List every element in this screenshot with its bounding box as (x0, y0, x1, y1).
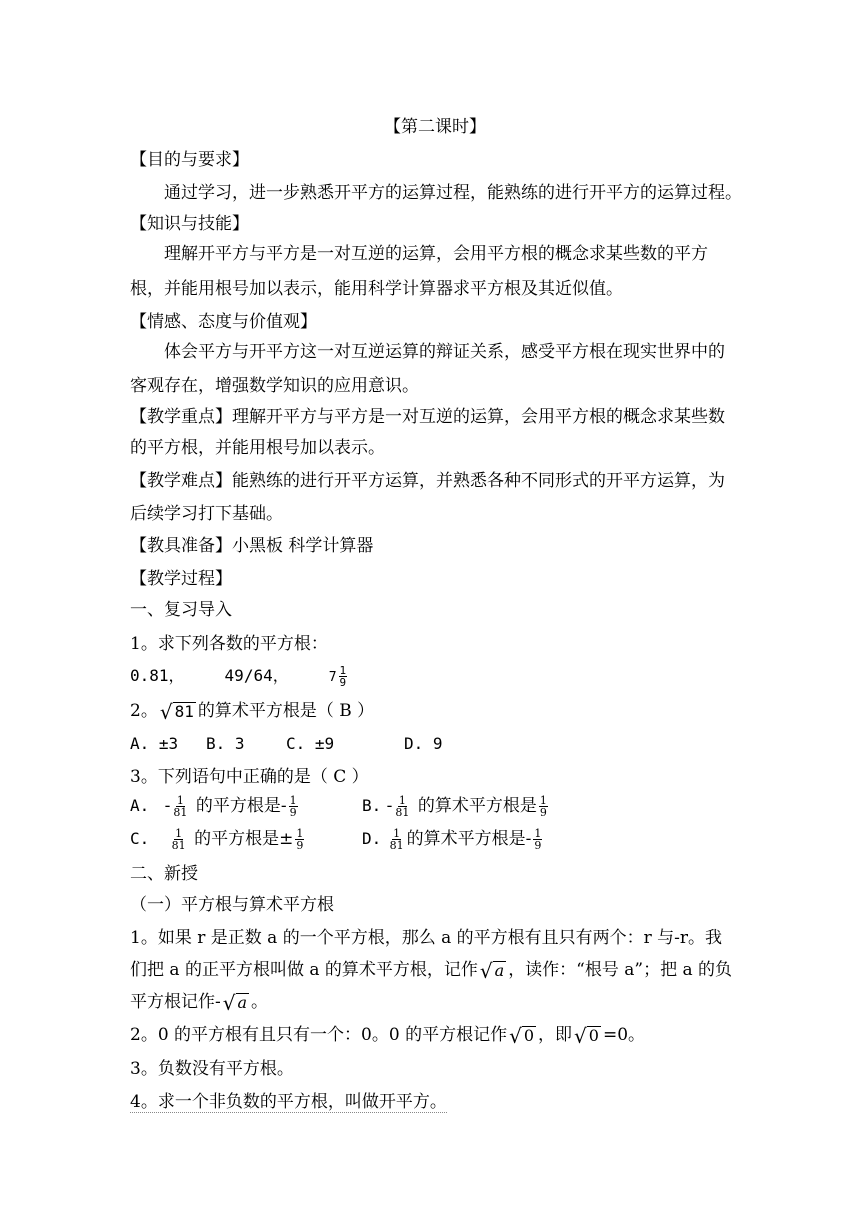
newlesson-p1-line-3: 平方根记作- √ a 。 (130, 990, 269, 1015)
emotion-line-2: 客观存在，增强数学知识的应用意识。 (130, 376, 419, 396)
value-0-81: 0.81， (130, 666, 185, 685)
option-a: A. ±3 (130, 734, 179, 753)
goal-heading: 【目的与要求】 (130, 150, 249, 170)
q3-option-b: B. - $\frac{1}{81}$ 的算术平方根是 $\frac{1}{9}$ (362, 794, 547, 819)
sqrt-81: √ 81 (159, 699, 194, 724)
emotion-heading: 【情感、态度与价值观】 (130, 312, 317, 332)
review-heading: 一、复习导入 (130, 600, 232, 620)
question-1-values (130, 665, 349, 689)
review-question-1: 1。求下列各数的平方根： (130, 634, 328, 654)
sqrt-0: √ 0 (509, 1023, 535, 1048)
q3-option-c: C. $\frac{1}{81}$ 的平方根是± $\frac{1}{9}$ (130, 827, 304, 852)
q3-option-a: A. - $\frac{1}{81}$ 的平方根是- $\frac{1}{9}$ (130, 794, 297, 819)
skills-heading: 【知识与技能】 (130, 214, 249, 234)
difficulty-line-1: 【教学难点】能熟练的进行开平方运算，并熟悉各种不同形式的开平方运算，为 (130, 471, 725, 491)
mixed-number-7-1-9: 7 $\frac{1}{9}$ (328, 664, 347, 689)
sqrt-a-negative: √ a (222, 990, 248, 1015)
q3-option-d: D. $\frac{1}{81}$ 的算术平方根是- $\frac{1}{9}$ (362, 827, 542, 852)
newlesson-p4: 4。求一个非负数的平方根，叫做开平方。 (130, 1092, 447, 1112)
newlesson-p1-line-2: 们把 a 的正平方根叫做 a 的算术平方根，记作 √ a ，读作：“根号 a”；把 a 的负 (130, 958, 733, 983)
keypoint-line-2: 的平方根，并能用根号加以表示。 (130, 438, 385, 458)
newlesson-p3: 3。负数没有平方根。 (130, 1059, 294, 1079)
keypoint-line-1: 【教学重点】理解开平方与平方是一对互逆的运算，会用平方根的概念求某些数 (130, 407, 725, 427)
skills-line-2: 根，并能用根号加以表示，能用科学计算器求平方根及其近似值。 (130, 279, 623, 299)
sqrt-a: √ a (479, 958, 505, 983)
sqrt-0-again: √ 0 (574, 1023, 599, 1048)
option-b: B. 3 (206, 734, 245, 753)
process-heading: 【教学过程】 (130, 569, 232, 589)
lesson-title: 【第二课时】 (384, 117, 486, 137)
newlesson-p2: 2。0 的平方根有且只有一个：0。0 的平方根记作 √ 0 ，即 √ 0 =0。 (130, 1023, 646, 1048)
value-49-64: 49/64， (224, 666, 289, 685)
option-d: D. 9 (404, 734, 443, 753)
review-question-3: 3。下列语句中正确的是（ C ） (130, 767, 369, 787)
emotion-line-1: 体会平方与开平方这一对互逆运算的辩证关系，感受平方根在现实世界中的 (164, 342, 725, 362)
newlesson-p1-line-1: 1。如果 r 是正数 a 的一个平方根，那么 a 的平方根有且只有两个：r 与-r。我 (130, 928, 723, 948)
newlesson-heading: 二、新授 (130, 864, 198, 884)
skills-line-1: 理解开平方与平方是一对互逆的运算，会用平方根的概念求某些数的平方 (164, 244, 708, 264)
goal-text: 通过学习，进一步熟悉开平方的运算过程，能熟练的进行开平方的运算过程。 (164, 183, 742, 203)
review-question-2: 2。 √ 81 的算术平方根是（ B ） (130, 699, 375, 724)
difficulty-line-2: 后续学习打下基础。 (130, 504, 283, 524)
newlesson-subheading: （一）平方根与算术平方根 (130, 895, 334, 915)
tools-line: 【教具准备】小黑板 科学计算器 (130, 536, 374, 556)
question-2-options (130, 733, 443, 755)
option-c: C. ±9 (286, 734, 335, 753)
